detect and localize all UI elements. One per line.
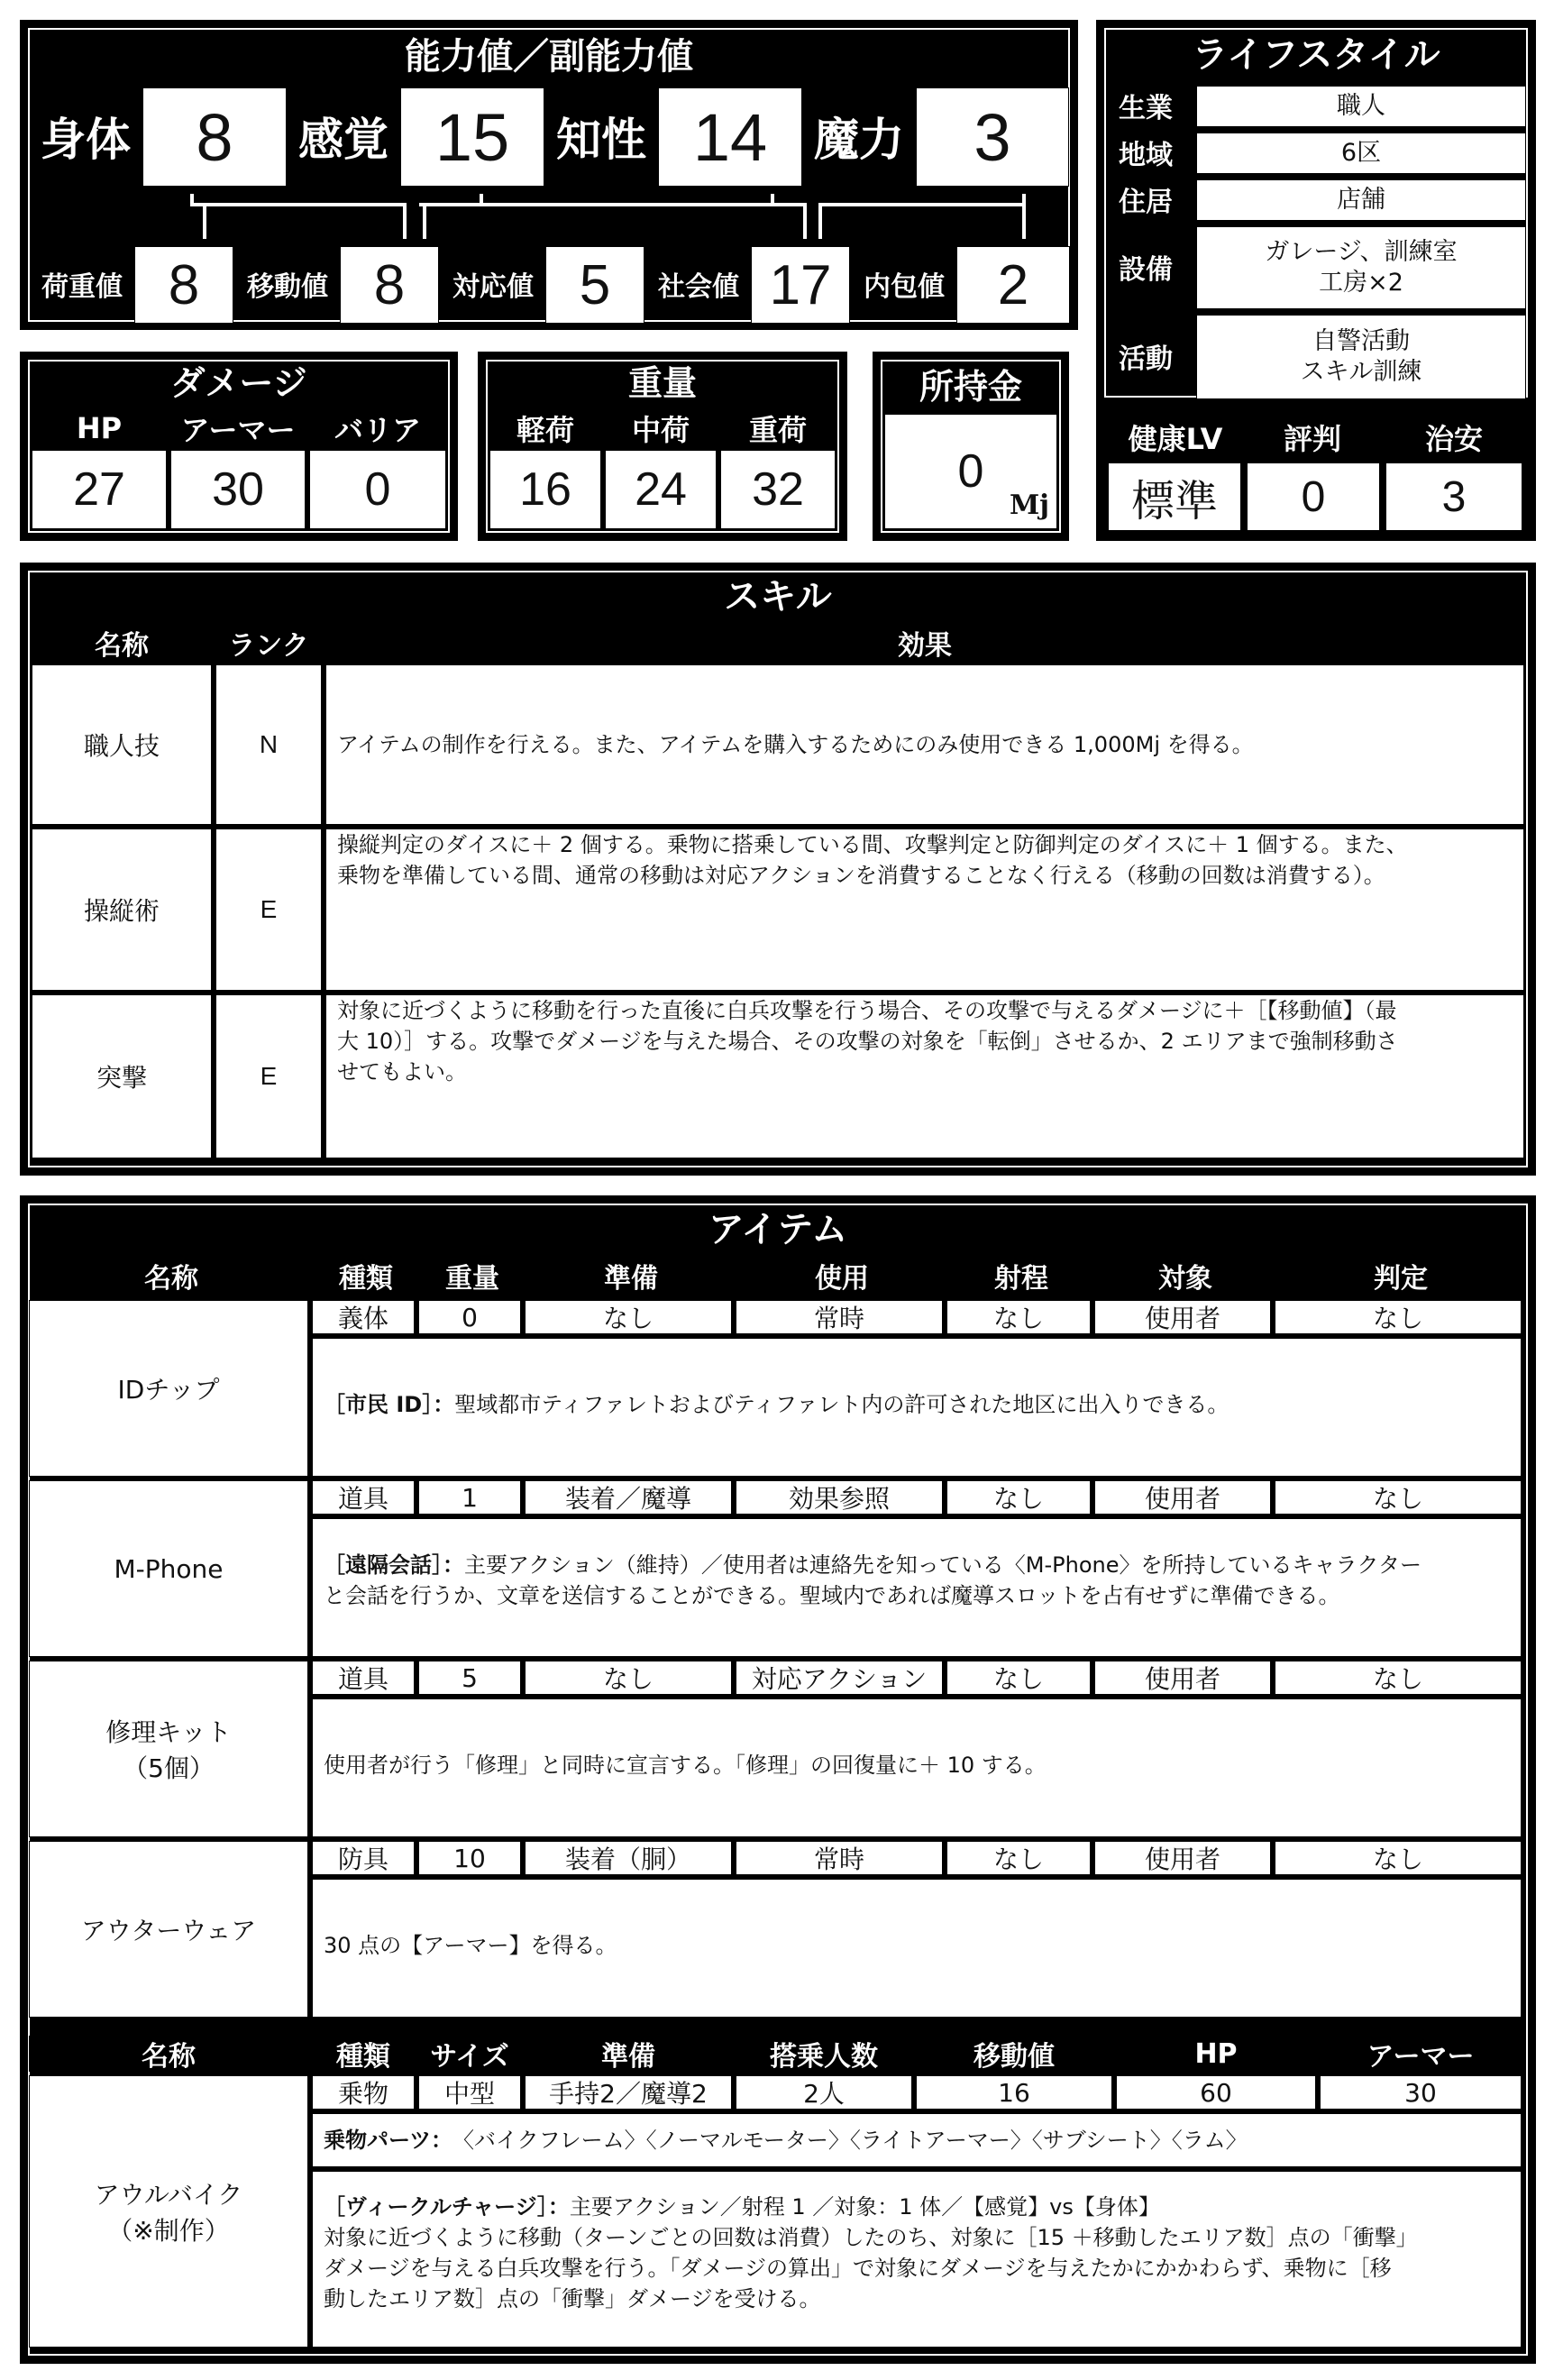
lifestyle-label-activity: 活動: [1119, 343, 1173, 375]
vehicle-capacity: 2人: [736, 2075, 912, 2110]
money-unit: Mj: [1009, 490, 1049, 521]
items-header-range: 射程: [994, 1263, 1048, 1295]
item-description-line: 聖域都市ティファレトおよびティファレト内の許可された地区に出入りできる。: [454, 1392, 1229, 1417]
sub-value-response: 5: [545, 246, 644, 324]
skill-row-3-name: 突撃: [32, 994, 212, 1158]
skills-title: スキル: [724, 575, 832, 618]
skill-3-effect-line-1: 対象に近づくように移動を行った直後に白兵攻撃を行う場合、その攻撃で与えるダメージに＋［【移動値】（最: [337, 998, 1397, 1023]
item-prep: 装着／魔導: [525, 1480, 732, 1515]
item-description: [312, 1879, 1522, 2018]
item-description-label: ［市民 ID］：: [324, 1392, 455, 1417]
money-box: [884, 414, 1057, 529]
items-header-name: 名称: [144, 1263, 198, 1295]
vehicle-charge-line-3: ダメージを与える白兵攻撃を行う。「ダメージの算出」で対象にダメージを与えたかにかかわらず、乗物に［移: [324, 2256, 1392, 2281]
vehicle-parts: [312, 2113, 1522, 2167]
sub-value-load: 8: [134, 246, 233, 324]
sub-label-inner: 内包値: [864, 271, 945, 303]
vehicle-size: 中型: [418, 2075, 521, 2110]
item-check: なし: [1275, 1841, 1522, 1875]
status-value-health: 標準: [1108, 462, 1241, 531]
vehicle-move: 16: [916, 2075, 1112, 2110]
item-name: [29, 1480, 308, 1657]
vehicle-name-line-1: アウルバイク: [94, 2180, 243, 2210]
items-header-use: 使用: [815, 1263, 869, 1295]
damage-label-hp: HP: [76, 411, 123, 445]
items-header-prep: 準備: [604, 1263, 658, 1295]
sub-value-social: 17: [751, 246, 850, 324]
item-name-line: IDチップ: [117, 1375, 220, 1405]
item-name: [29, 1841, 308, 2018]
skills-header-effect: 効果: [898, 630, 952, 662]
item-name-line: 修理キット: [105, 1717, 232, 1747]
vehicle-name: [29, 2075, 308, 2348]
item-target: 使用者: [1094, 1300, 1271, 1334]
ability-value-intellect: 14: [658, 87, 802, 187]
item-name: [29, 1661, 308, 1837]
item-range: なし: [946, 1480, 1091, 1515]
skills-header-rank: ランク: [228, 630, 309, 662]
status-value-security: 3: [1385, 462, 1522, 531]
damage-value-armor: 30: [170, 450, 306, 529]
vehicle-type: 乗物: [312, 2075, 415, 2110]
weight-value-light: 16: [489, 450, 601, 529]
item-name-line: （5個）: [123, 1753, 215, 1783]
item-target: 使用者: [1094, 1480, 1271, 1515]
skill-2-effect-line-1: 操縦判定のダイスに＋ 2 個する。乗物に搭乗している間、攻撃判定と防御判定のダイスに＋ 1 個する。また、: [337, 832, 1408, 857]
lifestyle-label-region: 地域: [1119, 140, 1173, 171]
skill-3-effect-line-2: 大 10）］する。攻撃でダメージを与えた場合、その攻撃の対象を「転倒」させるか、2 エリアまで強制移動さ: [337, 1029, 1398, 1054]
ability-label-body: 身体: [41, 114, 131, 166]
lifestyle-value-activity: [1196, 315, 1526, 399]
item-check: なし: [1275, 1300, 1522, 1334]
item-weight: 5: [418, 1661, 521, 1695]
weight-value-medium: 24: [605, 450, 717, 529]
skill-row-3-rank: E: [215, 994, 322, 1158]
lifestyle-label-facility: 設備: [1119, 254, 1173, 286]
item-weight: 1: [418, 1480, 521, 1515]
status-label-reputation: 評判: [1283, 422, 1341, 456]
vehicle-parts-label: 乗物パーツ：: [324, 2128, 453, 2153]
item-description-label: ［遠隔会話］：: [324, 1552, 464, 1578]
skill-row-1-effect: [325, 664, 1524, 825]
activity-line-2: スキル訓練: [1300, 358, 1422, 386]
ability-label-intellect: 知性: [556, 114, 646, 166]
damage-label-armor: アーマー: [180, 413, 296, 447]
weight-label-light: 軽荷: [516, 413, 574, 447]
vehicle-prep: 手持2／魔導2: [525, 2075, 732, 2110]
vehicle-charge-line-4: 動したエリア数］点の「衝撃」ダメージを受ける。: [324, 2286, 821, 2311]
skill-row-2-effect: [325, 828, 1524, 991]
damage-panel: [20, 352, 458, 541]
items-header-type: 種類: [339, 1263, 393, 1295]
money-value: 0: [957, 445, 984, 498]
items-header-target: 対象: [1158, 1263, 1212, 1295]
item-description: [312, 1518, 1522, 1657]
item-use: 対応アクション: [736, 1661, 943, 1695]
ability-label-sense: 感覚: [298, 114, 388, 166]
vehicle-header-move: 移動値: [916, 2036, 1112, 2072]
item-name: [29, 1300, 308, 1477]
weight-label-medium: 中荷: [631, 413, 690, 447]
lifestyle-label-residence: 住居: [1119, 187, 1173, 218]
item-use: 常時: [736, 1300, 943, 1334]
ability-value-sense: 15: [400, 87, 544, 187]
sub-label-load: 荷重値: [41, 271, 123, 303]
item-type: 義体: [312, 1300, 415, 1334]
vehicle-header-prep: 準備: [525, 2036, 732, 2072]
vehicle-charge: [312, 2171, 1522, 2348]
item-range: なし: [946, 1300, 1091, 1334]
skill-row-1-rank: N: [215, 664, 322, 825]
vehicle-header-hp: HP: [1116, 2036, 1316, 2072]
sub-value-inner: 2: [956, 246, 1070, 324]
facility-line-1: ガレージ、訓練室: [1265, 238, 1458, 266]
sub-label-social: 社会値: [658, 271, 739, 303]
connector-line: [188, 197, 1000, 201]
item-prep: なし: [525, 1661, 732, 1695]
vehicle-parts-list: 〈バイクフレーム〉〈ノーマルモーター〉〈ライトアーマー〉〈サブシート〉〈ラム〉: [452, 2128, 1248, 2153]
vehicle-hp: 60: [1116, 2075, 1316, 2110]
item-name-line: アウターウェア: [80, 1916, 257, 1945]
lifestyle-value-facility: [1196, 226, 1526, 309]
skill-3-effect-line-3: せてもよい。: [337, 1059, 467, 1085]
damage-label-barrier: バリア: [334, 413, 421, 447]
item-name-line: M-Phone: [114, 1553, 224, 1584]
vehicle-charge-line-1: 主要アクション／射程 1 ／対象：1 体／【感覚】vs【身体】: [569, 2194, 1160, 2220]
weight-value-heavy: 32: [720, 450, 836, 529]
vehicle-header-armor: アーマー: [1320, 2036, 1522, 2072]
weight-label-heavy: 重荷: [748, 413, 807, 447]
item-range: なし: [946, 1661, 1091, 1695]
item-weight: 0: [418, 1300, 521, 1334]
lifestyle-value-job: 職人: [1196, 86, 1526, 127]
skill-row-3-effect: [325, 994, 1524, 1158]
facility-line-2: 工房×2: [1319, 269, 1403, 297]
abilities-panel: [20, 20, 1078, 330]
item-check: なし: [1275, 1480, 1522, 1515]
item-prep: なし: [525, 1300, 732, 1334]
damage-title: ダメージ: [170, 362, 307, 403]
skills-header-name: 名称: [95, 630, 149, 662]
items-title: アイテム: [708, 1208, 848, 1250]
status-label-health: 健康LV: [1128, 422, 1223, 456]
item-target: 使用者: [1094, 1841, 1271, 1875]
item-description-line: 主要アクション（維持）／使用者は連絡先を知っている〈M-Phone〉を所持しているキャラクター: [464, 1552, 1422, 1578]
items-header-weight: 重量: [445, 1263, 499, 1295]
skill-row-2-rank: E: [215, 828, 322, 991]
item-prep: 装着（胴）: [525, 1841, 732, 1875]
item-use: 効果参照: [736, 1480, 943, 1515]
abilities-title: 能力値／副能力値: [405, 35, 693, 78]
vehicle-charge-label: ［ヴィークルチャージ］：: [324, 2194, 570, 2220]
money-title: 所持金: [919, 366, 1022, 407]
item-description: [312, 1698, 1522, 1837]
item-description-line: 30 点の【アーマー】を得る。: [324, 1933, 617, 1958]
skills-panel: [20, 563, 1536, 1176]
lifestyle-panel: [1096, 20, 1536, 406]
skill-1-effect-line-1: アイテムの制作を行える。また、アイテムを購入するためにのみ使用できる 1,000Mj を得る。: [337, 732, 1254, 757]
weight-panel: [478, 352, 847, 541]
skill-row-2-name: 操縦術: [32, 828, 212, 991]
status-value-reputation: 0: [1247, 462, 1380, 531]
item-description: [312, 1338, 1522, 1477]
item-weight: 10: [418, 1841, 521, 1875]
vehicle-armor: 30: [1320, 2075, 1522, 2110]
item-type: 道具: [312, 1661, 415, 1695]
damage-value-hp: 27: [32, 450, 167, 529]
vehicle-charge-line-2: 対象に近づくように移動（ターンごとの回数は消費）したのち、対象に［15 ＋移動したエリア数］点の「衝撃」: [324, 2225, 1418, 2250]
lifestyle-label-job: 生業: [1119, 93, 1173, 124]
status-panel: [1096, 406, 1536, 541]
lifestyle-value-residence: 店舗: [1196, 179, 1526, 221]
item-range: なし: [946, 1841, 1091, 1875]
vehicle-name-line-2: （※制作）: [107, 2216, 230, 2246]
weight-title: 重量: [627, 362, 697, 403]
item-use: 常時: [736, 1841, 943, 1875]
item-check: なし: [1275, 1661, 1522, 1695]
lifestyle-title: ライフスタイル: [1192, 33, 1440, 76]
ability-label-magic: 魔力: [814, 114, 904, 166]
item-type: 防具: [312, 1841, 415, 1875]
skill-row-1-name: 職人技: [32, 664, 212, 825]
ability-value-magic: 3: [916, 87, 1069, 187]
activity-line-1: 自警活動: [1312, 327, 1410, 355]
items-header-check: 判定: [1374, 1263, 1428, 1295]
ability-value-body: 8: [142, 87, 287, 187]
skill-2-effect-line-2: 乗物を準備している間、通常の移動は対応アクションを消費することなく行える（移動の回数は消費する）。: [337, 863, 1385, 888]
vehicle-header-capacity: 搭乗人数: [736, 2036, 912, 2072]
item-description-line: 使用者が行う「修理」と同時に宣言する。「修理」の回復量に＋ 10 する。: [324, 1753, 1047, 1778]
damage-value-barrier: 0: [309, 450, 446, 529]
item-target: 使用者: [1094, 1661, 1271, 1695]
money-panel: [873, 352, 1069, 541]
item-description-line: と会話を行うか、文章を送信することができる。聖域内であれば魔導スロットを占有せずに準備できる。: [324, 1583, 1340, 1608]
sub-label-move: 移動値: [247, 271, 328, 303]
vehicle-header-size: サイズ: [418, 2036, 521, 2072]
sub-label-response: 対応値: [452, 271, 534, 303]
sub-value-move: 8: [340, 246, 439, 324]
item-type: 道具: [312, 1480, 415, 1515]
vehicle-header-name: 名称: [29, 2036, 308, 2072]
status-label-security: 治安: [1424, 422, 1483, 456]
lifestyle-value-region: 6区: [1196, 133, 1526, 174]
vehicle-header-type: 種類: [312, 2036, 415, 2072]
